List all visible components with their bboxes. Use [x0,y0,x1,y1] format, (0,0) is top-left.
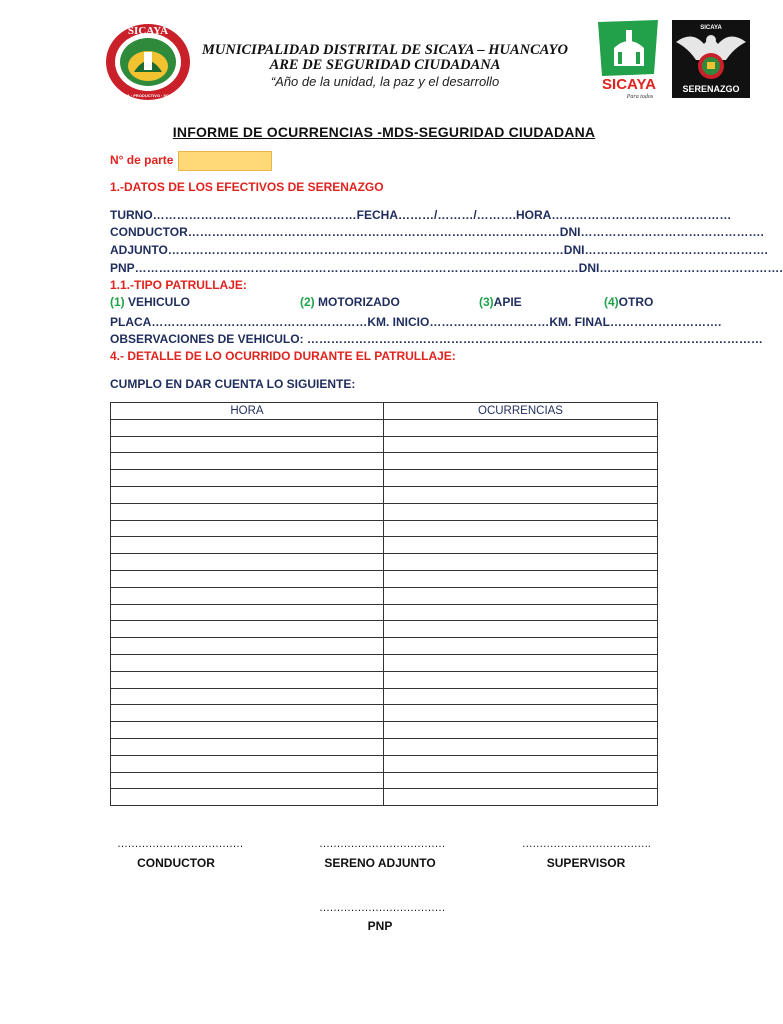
parte-label: N° de parte [110,153,174,167]
ocurrencia-cell[interactable] [384,453,658,470]
hora-cell[interactable] [111,570,384,587]
ocurrencia-cell[interactable] [384,789,658,806]
tipo-motorizado [300,295,400,309]
section-4-heading: 4.- DETALLE DE LO OCURRIDO DURANTE EL PATRULLAJE: [110,349,456,363]
table-row [111,436,658,453]
document-title [0,124,768,140]
table-row [111,570,658,587]
hora-cell[interactable] [111,705,384,722]
conductor-line: CONDUCTOR…………………………………………………………………………………DNI………………………………………. [110,225,764,239]
signature-label-conductor: CONDUCTOR [137,856,215,870]
table-row [111,755,658,772]
ocurrencia-cell[interactable] [384,486,658,503]
hora-cell[interactable] [111,671,384,688]
table-row [111,705,658,722]
sicaya-brand-text: SICAYA [602,76,656,93]
turno-line: TURNO……………………………………………FECHA………/………/……….HORA……………………………………… [110,208,732,222]
section-1-1-heading: 1.1.-TIPO PATRULLAJE: [110,278,247,292]
hora-cell[interactable] [111,520,384,537]
ocurrencia-cell[interactable] [384,470,658,487]
hora-cell[interactable] [111,419,384,436]
sicaya-brand-logo [592,16,666,100]
ocurrencia-cell[interactable] [384,436,658,453]
hora-cell[interactable] [111,722,384,739]
hora-cell[interactable] [111,772,384,789]
ocurrencia-cell[interactable] [384,738,658,755]
placa-line: PLACA………………………………………………KM. INICIO…………………………KM. FINAL………………………. [110,315,722,329]
table-row [111,554,658,571]
signature-line-supervisor: ………………………………. [521,838,651,850]
table-row [111,520,658,537]
emblem-ring-subtext: PATRIOTA · PRODUCTIVO · SOLIDARIO [110,93,186,98]
ocurrencia-cell[interactable] [384,638,658,655]
table-row [111,486,658,503]
tipo-1-number: (1) [110,295,125,309]
hora-cell[interactable] [111,688,384,705]
ocurrencia-cell[interactable] [384,654,658,671]
ocurrencia-cell[interactable] [384,688,658,705]
ocurrencia-cell[interactable] [384,554,658,571]
table-row [111,587,658,604]
slogan: “Año de la unidad, la paz y el desarrollo [270,74,500,89]
table-row [111,654,658,671]
tipo-otro [604,295,653,309]
table-row [111,537,658,554]
municipality-line: MUNICIPALIDAD DISTRITAL DE SICAYA – HUANCAYO [202,42,568,58]
table-row [111,671,658,688]
hora-cell[interactable] [111,436,384,453]
tipo-3-label: APIE [493,295,522,309]
ocurrencia-cell[interactable] [384,705,658,722]
table-body [111,419,658,805]
ocurrencia-cell[interactable] [384,537,658,554]
ocurrencia-cell[interactable] [384,722,658,739]
signature-line-conductor: ……………………………… [117,838,243,850]
hora-cell[interactable] [111,537,384,554]
serenazgo-top-text: SICAYA [700,25,722,31]
tipo-vehiculo [110,295,190,309]
ocurrencia-cell[interactable] [384,503,658,520]
hora-cell[interactable] [111,554,384,571]
ocurrencia-cell[interactable] [384,520,658,537]
hora-cell[interactable] [111,738,384,755]
table-row [111,470,658,487]
serenazgo-logo [672,20,750,98]
adjunto-line: ADJUNTO………………………………………………………………………………………DNI………………………………………. [110,243,768,257]
cumplo-text: CUMPLO EN DAR CUENTA LO SIGUIENTE: [110,377,356,391]
hora-cell[interactable] [111,453,384,470]
serenazgo-text: SERENAZGO [682,84,740,94]
hora-cell[interactable] [111,789,384,806]
col-header-hora: HORA [111,403,384,420]
section-1-heading: 1.-DATOS DE LOS EFECTIVOS DE SERENAZGO [110,180,384,194]
parte-number-field[interactable] [178,151,272,171]
tipo-2-number: (2) [300,295,315,309]
emblem-ring-text: SICAYA [127,25,169,37]
ocurrencia-cell[interactable] [384,587,658,604]
tipo-4-label: OTRO [618,295,654,309]
table-row [111,772,658,789]
tipo-4-number: (4) [604,295,619,309]
signature-line-adjunto: ……………………………… [319,838,445,850]
occurrences-table [110,402,658,806]
hora-cell[interactable] [111,755,384,772]
table-row [111,604,658,621]
ocurrencia-cell[interactable] [384,755,658,772]
table-row [111,503,658,520]
ocurrencia-cell[interactable] [384,419,658,436]
signature-line-pnp: ……………………………… [319,902,445,914]
ocurrencia-cell[interactable] [384,621,658,638]
area-line: ARE DE SEGURIDAD CIUDADANA [269,57,501,73]
ocurrencia-cell[interactable] [384,570,658,587]
ocurrencia-cell[interactable] [384,772,658,789]
table-row [111,638,658,655]
tipo-1-label: VEHICULO [124,295,191,309]
ocurrencia-cell[interactable] [384,604,658,621]
table-row [111,738,658,755]
pnp-line: PNP…………………………………………………………………………………………………DNI………………………………………. [110,261,783,275]
observaciones-line: OBSERVACIONES DE VEHICULO: …………………………………………………………………………………………………… [110,332,763,346]
hora-cell[interactable] [111,654,384,671]
hora-cell[interactable] [111,638,384,655]
hora-cell[interactable] [111,470,384,487]
sicaya-brand-tagline: Para todos [626,94,654,100]
hora-cell[interactable] [111,503,384,520]
signature-label-supervisor: SUPERVISOR [546,856,626,870]
hora-cell[interactable] [111,604,384,621]
tipo-2-label: MOTORIZADO [314,295,400,309]
tipo-3-number: (3) [479,295,494,309]
ocurrencia-cell[interactable] [384,671,658,688]
signature-label-pnp: PNP [367,919,393,933]
col-header-ocurrencias: OCURRENCIAS [384,403,658,420]
table-row [111,789,658,806]
sicaya-emblem-logo [104,22,192,102]
table-row [111,621,658,638]
hora-cell[interactable] [111,486,384,503]
table-row [111,419,658,436]
hora-cell[interactable] [111,587,384,604]
document-title-text: INFORME DE OCURRENCIAS -MDS-SEGURIDAD CIUDADANA [172,124,596,140]
tipo-apie [479,295,522,309]
table-row [111,453,658,470]
table-row [111,688,658,705]
table-row [111,722,658,739]
hora-cell[interactable] [111,621,384,638]
table-header-row [111,403,658,420]
signature-label-adjunto: SERENO ADJUNTO [324,856,436,870]
